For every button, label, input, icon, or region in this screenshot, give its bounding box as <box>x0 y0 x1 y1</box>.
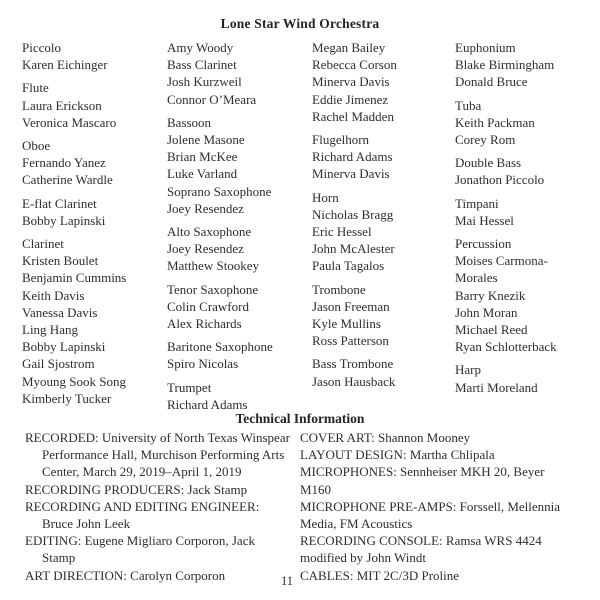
roster-entry: Megan Bailey <box>312 40 386 55</box>
roster <box>0 39 600 411</box>
roster-entry: Eddie Jimenez <box>312 91 389 107</box>
technical-entry: Center, March 29, 2019–April 1, 2019 <box>42 464 242 480</box>
roster-entry: John Moran <box>455 304 518 320</box>
roster-entry: E-flat Clarinet <box>22 195 97 211</box>
roster-entry: Jonathon Piccolo <box>455 172 545 188</box>
roster-entry: Spiro Nicolas <box>167 356 239 372</box>
roster-section <box>312 131 454 183</box>
technical-entry: Performance Hall, Murchison Performing Arts <box>42 447 285 463</box>
roster-entry: Veronica Mascaro <box>22 114 117 130</box>
roster-entry: Tuba <box>455 97 482 113</box>
roster-entry: Jason Freeman <box>312 298 390 314</box>
roster-section <box>312 281 454 350</box>
technical-entry: MICROPHONE PRE-AMPS: Forssell, Mellennia <box>300 498 561 514</box>
roster-section <box>167 379 309 413</box>
technical-entry: RECORDING PRODUCERS: Jack Stamp <box>25 481 248 497</box>
roster-section <box>22 137 164 189</box>
roster-section <box>22 39 164 73</box>
roster-section <box>22 235 164 407</box>
roster-entry: Kimberly Tucker <box>22 390 112 406</box>
roster-entry: Ryan Schlotterback <box>455 339 557 355</box>
roster-section <box>455 195 593 229</box>
roster-entry: Joey Resendez <box>167 241 244 257</box>
technical-entry: MICROPHONES: Sennheiser MKH 20, Beyer <box>300 464 545 480</box>
roster-entry: Marti Moreland <box>455 379 538 395</box>
roster-entry: Minerva Davis <box>312 166 390 182</box>
roster-entry: Double Bass <box>455 155 522 171</box>
roster-entry: Minerva Davis <box>312 74 390 90</box>
technical-entry: RECORDING AND EDITING ENGINEER: <box>25 498 260 514</box>
page-number: 11 <box>281 574 294 588</box>
roster-entry: Gail Sjostrom <box>22 356 95 372</box>
roster-entry: Keith Packman <box>455 114 535 130</box>
roster-entry: Timpani <box>455 195 499 211</box>
roster-section <box>167 338 309 372</box>
roster-entry: Amy Woody <box>167 40 234 55</box>
roster-entry: Richard Adams <box>167 396 248 412</box>
roster-entry: Fernando Yanez <box>22 155 106 171</box>
roster-entry: Connor O’Meara <box>167 91 257 107</box>
roster-entry: Piccolo <box>22 40 61 55</box>
technical-entry: LAYOUT DESIGN: Martha Chlipala <box>300 447 495 463</box>
roster-entry: Jolene Masone <box>167 132 245 148</box>
roster-entry: Corey Rom <box>455 132 516 148</box>
roster-section <box>455 361 593 395</box>
roster-entry: Benjamin Cummins <box>22 270 127 286</box>
roster-entry: Tenor Saxophone <box>167 281 259 297</box>
roster-entry: Kristen Boulet <box>22 253 99 269</box>
roster-entry: Alto Saxophone <box>167 224 252 240</box>
roster-section <box>312 189 454 275</box>
page-title: Lone Star Wind Orchestra <box>220 16 380 31</box>
technical-entry: ART DIRECTION: Carolyn Corporon <box>25 567 226 583</box>
roster-entry: Bobby Lapinski <box>22 339 106 355</box>
roster-entry: Baritone Saxophone <box>167 339 273 355</box>
roster-entry: Blake Birmingham <box>455 57 555 73</box>
roster-section <box>22 195 164 229</box>
technical-entry: COVER ART: Shannon Mooney <box>300 430 471 445</box>
roster-column <box>312 39 454 390</box>
technical-entry: EDITING: Eugene Migliaro Corporon, Jack <box>25 533 255 549</box>
roster-entry: Rachel Madden <box>312 108 394 124</box>
roster-section <box>312 39 454 125</box>
roster-entry: Brian McKee <box>167 149 238 165</box>
roster-entry: Vanessa Davis <box>22 304 98 320</box>
roster-column <box>22 39 164 407</box>
technical-entry: M160 <box>300 481 332 497</box>
roster-entry: Paula Tagalos <box>312 258 385 274</box>
roster-entry: Trumpet <box>167 379 212 395</box>
roster-section <box>455 97 593 149</box>
roster-section <box>167 223 309 275</box>
roster-entry: Clarinet <box>22 236 64 252</box>
roster-entry: Joey Resendez <box>167 200 244 216</box>
roster-section <box>167 114 309 217</box>
roster-entry: Trombone <box>312 281 366 297</box>
roster-entry: Flute <box>22 80 49 96</box>
roster-entry: Colin Crawford <box>167 298 249 314</box>
technical-entry: modified by John Windt <box>300 550 426 566</box>
technical-entry: RECORDED: University of North Texas Winspear <box>25 430 290 445</box>
roster-entry: Barry Knezik <box>455 287 526 303</box>
roster-entry: Harp <box>455 362 481 378</box>
roster-entry: Jason Hausback <box>312 373 396 389</box>
roster-entry: Mai Hessel <box>455 212 514 228</box>
roster-entry: Bassoon <box>167 114 212 130</box>
roster-entry: John McAlester <box>312 241 395 257</box>
technical-entry: CABLES: MIT 2C/3D Proline <box>300 567 460 583</box>
roster-entry: Keith Davis <box>22 287 85 303</box>
technical-heading: Technical Information <box>235 411 365 426</box>
technical-entry: RECORDING CONSOLE: Ramsa WRS 4424 <box>300 533 542 549</box>
roster-entry: Bass Clarinet <box>167 57 237 73</box>
roster-section <box>312 355 454 389</box>
roster-entry: Myoung Sook Song <box>22 373 127 389</box>
roster-entry: Michael Reed <box>455 322 528 338</box>
roster-entry: Eric Hessel <box>312 224 372 240</box>
roster-column <box>455 39 593 396</box>
technical-right-column <box>300 429 590 584</box>
technical-entry: Stamp <box>42 550 76 566</box>
roster-entry: Rebecca Corson <box>312 57 397 73</box>
roster-entry: Josh Kurzweil <box>167 74 242 90</box>
roster-entry: Ling Hang <box>22 322 78 338</box>
roster-column <box>167 39 309 413</box>
technical-left-column <box>25 429 299 584</box>
technical-entry: Bruce John Leek <box>42 516 131 532</box>
roster-entry: Matthew Stookey <box>167 258 260 274</box>
roster-entry: Ross Patterson <box>312 333 389 349</box>
roster-entry: Donald Bruce <box>455 74 528 90</box>
roster-section <box>455 39 593 91</box>
roster-entry: Euphonium <box>455 40 516 55</box>
roster-entry: Luke Varland <box>167 166 238 182</box>
technical-entry: Media, FM Acoustics <box>300 516 413 532</box>
roster-entry: Bobby Lapinski <box>22 212 106 228</box>
roster-section <box>455 154 593 188</box>
roster-entry: Laura Erickson <box>22 97 102 113</box>
roster-section <box>22 79 164 131</box>
roster-entry: Morales <box>455 270 498 286</box>
roster-section <box>455 235 593 355</box>
roster-entry: Percussion <box>455 236 512 252</box>
roster-entry: Kyle Mullins <box>312 316 381 332</box>
roster-entry: Catherine Wardle <box>22 172 113 188</box>
roster-entry: Bass Trombone <box>312 356 394 372</box>
roster-entry: Richard Adams <box>312 149 393 165</box>
roster-entry: Soprano Saxophone <box>167 183 272 199</box>
roster-section <box>167 39 309 108</box>
roster-entry: Moises Carmona- <box>455 253 548 269</box>
roster-entry: Karen Eichinger <box>22 57 108 73</box>
roster-entry: Nicholas Bragg <box>312 206 394 222</box>
roster-entry: Alex Richards <box>167 316 242 332</box>
roster-entry: Horn <box>312 189 339 205</box>
roster-section <box>167 281 309 333</box>
roster-entry: Oboe <box>22 138 51 154</box>
roster-entry: Flugelhorn <box>312 132 370 148</box>
